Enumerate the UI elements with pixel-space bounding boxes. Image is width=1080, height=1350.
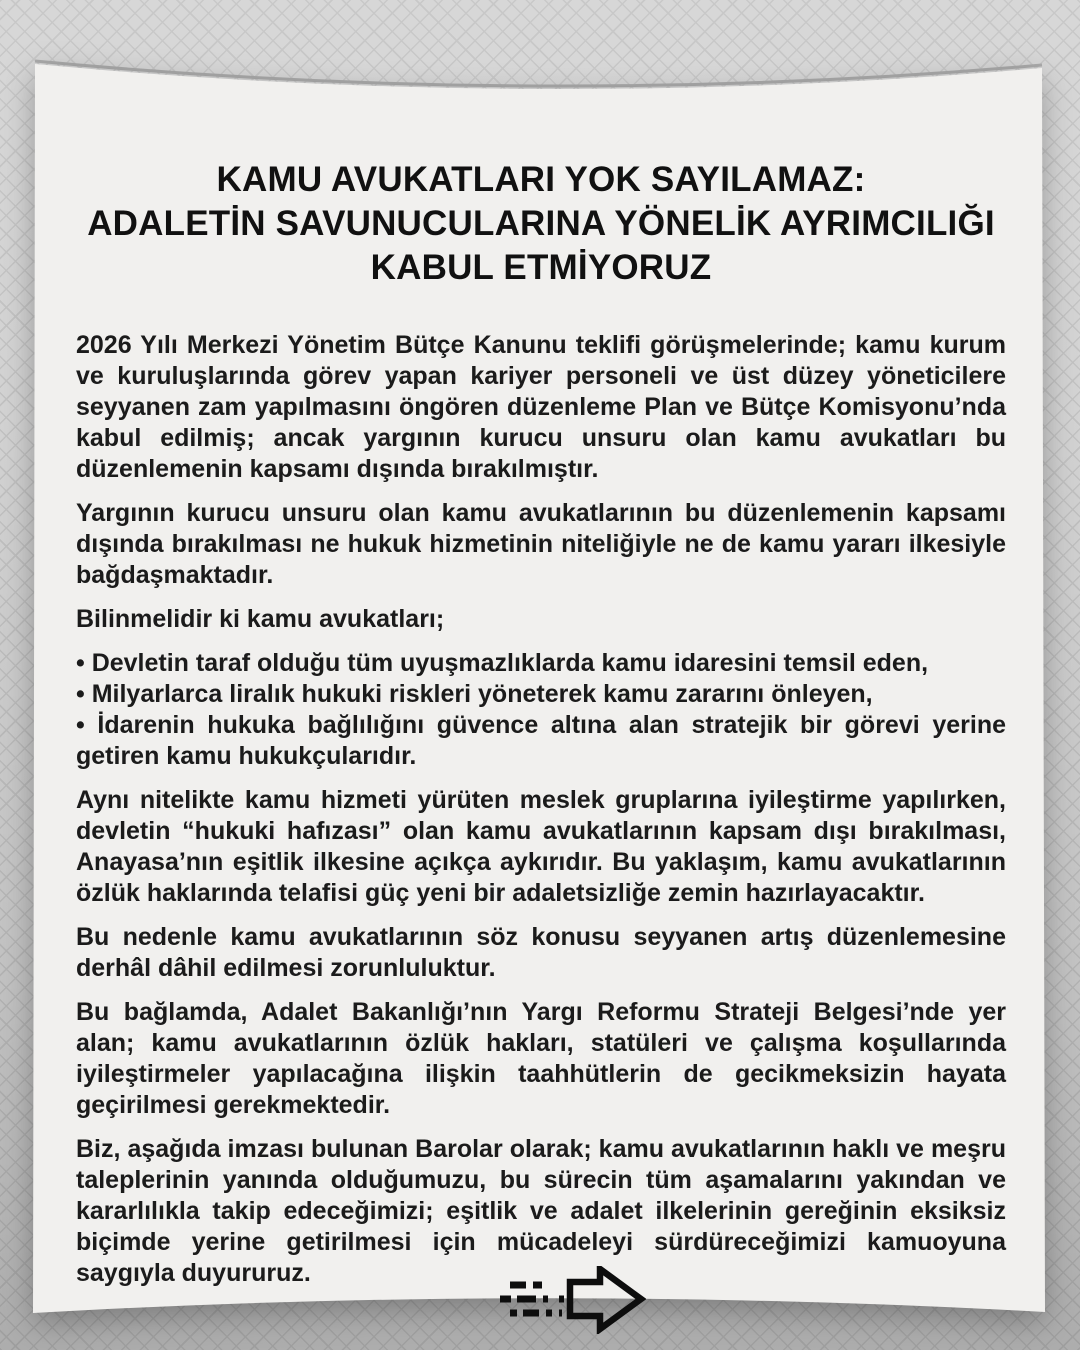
- bullet-item: • Devletin taraf olduğu tüm uyuşmazlıklarda kamu idaresini temsil eden,: [76, 649, 929, 677]
- paragraph-closing: Biz, aşağıda imzası bulunan Barolar olarak; kamu avukatlarının haklı ve meşru taleplerinin yanında olduğumuzu, bu sürecin tüm aşamalarını yakından ve kararlılıkla takip edeceğimizi; eşitlik ve adalet ilkelerinin gereğinin eksiksiz biçimde yerine getirilmesi için mücadeleyi sürdüreceğimizi kamuoyuna saygıyla duyururuz.: [76, 1135, 1006, 1287]
- paragraph-leadin: Bilinmelidir ki kamu avukatları;: [76, 605, 445, 633]
- paragraph-scope: Yargının kurucu unsuru olan kamu avukatlarının bu düzenlemenin kapsamı dışında bırakılması ne hukuk hizmetinin niteliğiyle ne de kamu yararı ilkesiyle bağdaşmaktadır.: [76, 499, 1006, 589]
- paragraph-reform: Bu bağlamda, Adalet Bakanlığı’nın Yargı Reformu Strateji Belgesi’nde yer alan; kamu avukatlarının özlük hakları, statüleri ve çalışma koşullarında iyileştirmeler yapılacağına ilişkin taahhütlerin de gecikmeksizin hayata geçirilmesi gerekmektedir.: [76, 998, 1006, 1119]
- bullet-item: • Milyarlarca liralık hukuki riskleri yöneterek kamu zararını önleyen,: [76, 680, 873, 708]
- title-line-2: ADALETİN SAVUNUCULARINA YÖNELİK AYRIMCILIĞI: [87, 204, 995, 243]
- bullet-item: • İdarenin hukuka bağlılığını güvence altına alan stratejik bir görevi yerine getiren kamu hukukçularıdır.: [76, 711, 1006, 770]
- dashed-right-arrow-icon: [494, 1266, 646, 1334]
- statement-body: [76, 158, 1006, 1289]
- statement-title: [76, 158, 1006, 290]
- paragraph-equality: Aynı nitelikte kamu hizmeti yürüten meslek gruplarına iyileştirme yapılırken, devletin “hukuki hafızası” olan kamu avukatlarının kapsam dışı bırakılması, Anayasa’nın eşitlik ilkesine açıkça aykırıdır. Bu yaklaşım, kamu avukatlarının özlük haklarında telafisi güç yeni bir adaletsizliğe zemin hazırlayacaktır.: [76, 786, 1006, 907]
- paragraph-intro: 2026 Yılı Merkezi Yönetim Bütçe Kanunu teklifi görüşmelerinde; kamu kurum ve kuruluşlarında görev yapan kariyer personeli ve üst düzey yöneticilere seyyanen zam yapılmasını öngören düzenleme Plan ve Bütçe Komisyonu’nda kabul edilmiş; ancak yargının kurucu unsuru olan kamu avukatları bu düzenlemenin kapsamı dışında bırakılmıştır.: [76, 331, 1006, 483]
- title-line-1: KAMU AVUKATLARI YOK SAYILAMAZ:: [216, 160, 866, 199]
- paragraph-demand: Bu nedenle kamu avukatlarının söz konusu seyyanen artış düzenlemesine derhâl dâhil edilmesi zorunluluktur.: [76, 923, 1006, 982]
- title-line-3: KABUL ETMİYORUZ: [370, 248, 712, 287]
- arrow-outline: [570, 1269, 641, 1329]
- bullet-list: [76, 648, 1006, 772]
